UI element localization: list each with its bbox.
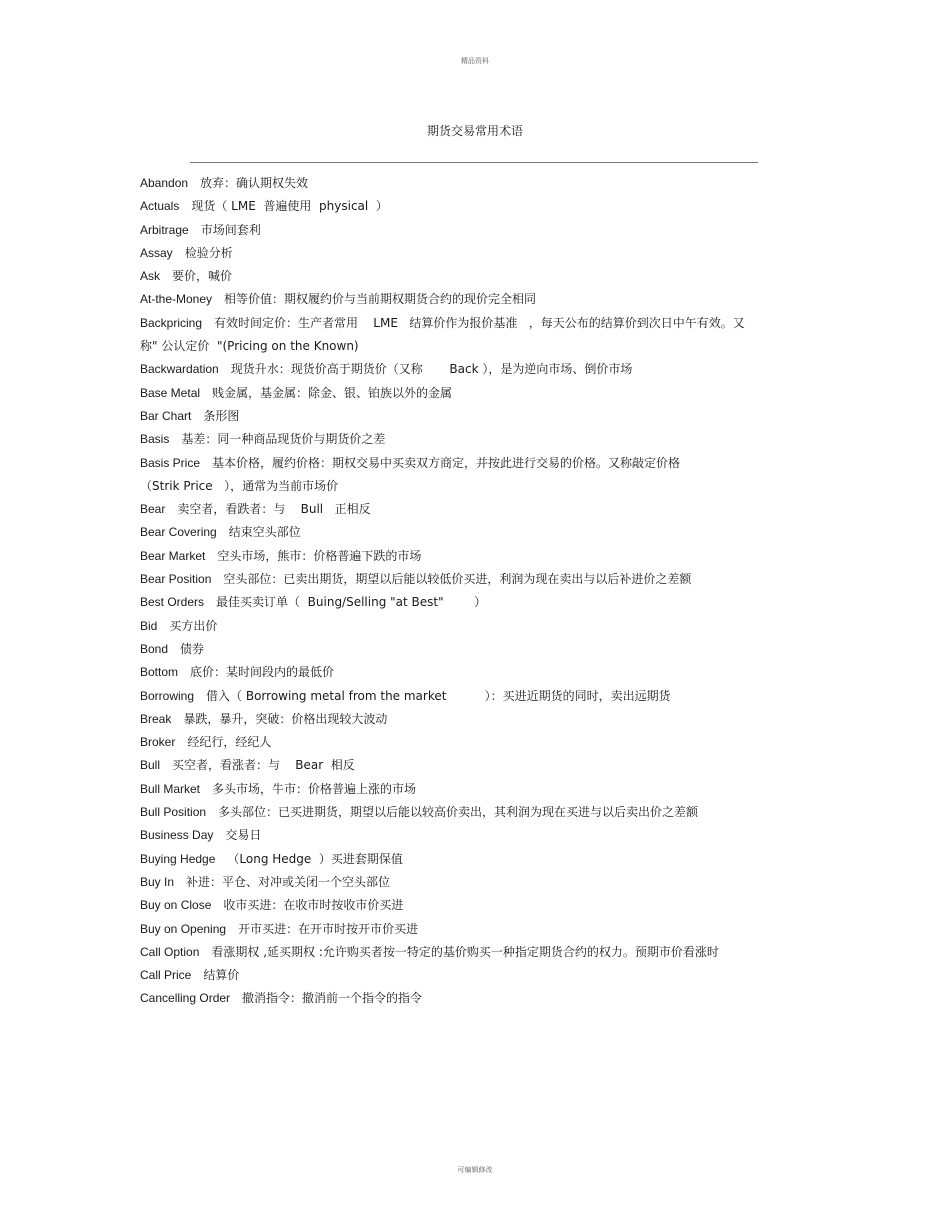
page-footer: 可编辑修改 bbox=[457, 1166, 493, 1174]
entry-definition: 借入（ Borrowing metal from the market ）：买进近期货的同时，卖出远期货 bbox=[206, 688, 671, 703]
glossary-entry bbox=[140, 615, 800, 638]
entry-definition: 买方出价 bbox=[169, 618, 218, 633]
entry-term: Business Day bbox=[140, 828, 214, 843]
document-title: 期货交易常用术语 bbox=[426, 124, 523, 138]
entry-term: Bear Covering bbox=[140, 525, 217, 540]
glossary-entry bbox=[140, 545, 800, 568]
glossary-entry bbox=[140, 638, 800, 661]
entry-definition: 卖空者，看跌者：与 Bull 正相反 bbox=[177, 502, 371, 517]
page-header: 精品资料 bbox=[461, 57, 489, 65]
glossary-entry bbox=[140, 754, 800, 777]
glossary-entry bbox=[140, 172, 800, 195]
glossary-entry bbox=[140, 685, 800, 708]
entry-term: Abandon bbox=[140, 176, 189, 190]
entry-definition: 收市买进：在收市时按收市价买进 bbox=[223, 898, 404, 913]
glossary-entry bbox=[140, 778, 800, 801]
entry-definition: 放弃：确认期权失效 bbox=[200, 176, 309, 190]
glossary-entry bbox=[140, 428, 800, 451]
entry-term: Best Orders bbox=[140, 595, 205, 610]
glossary-entry bbox=[140, 195, 800, 218]
entry-term: Bear Position bbox=[140, 572, 212, 587]
entry-definition: 底价：某时间段内的最低价 bbox=[190, 665, 335, 680]
entry-term: Basis bbox=[140, 432, 170, 447]
glossary-entry bbox=[140, 568, 800, 591]
glossary-entry bbox=[140, 987, 800, 1010]
entry-definition: 要价，喊价 bbox=[172, 269, 233, 284]
entry-definition: 条形图 bbox=[203, 408, 240, 423]
glossary-entry bbox=[140, 265, 800, 288]
entry-definition: 结束空头部位 bbox=[228, 525, 301, 540]
entry-continuation: （Strik Price ），通常为当前市场价 bbox=[140, 478, 339, 493]
entry-term: Buy on Close bbox=[140, 898, 212, 913]
entry-term: At-the-Money bbox=[140, 292, 213, 307]
entry-definition: 有效时间定价：生产者常用 LME 结算价作为报价基准 ，每天公布的结算价到次日中午有效。又 bbox=[214, 315, 745, 330]
entry-definition: 最佳买卖订单（ Buing/Selling "at Best" ） bbox=[216, 595, 487, 610]
glossary-entry bbox=[140, 801, 800, 824]
entry-term: Basis Price bbox=[140, 455, 201, 470]
entry-term: Backpricing bbox=[140, 315, 203, 330]
glossary-entry bbox=[140, 661, 800, 684]
entry-definition: 基本价格，履约价格：期权交易中买卖双方商定，并按此进行交易的价格。又称敲定价格 bbox=[212, 455, 681, 470]
entry-definition: 经纪行，经纪人 bbox=[187, 735, 272, 750]
entry-term: Borrowing bbox=[140, 688, 195, 703]
entry-definition: 空头市场，熊市：价格普遍下跌的市场 bbox=[217, 548, 422, 563]
glossary-entry bbox=[140, 358, 800, 381]
entry-definition: （Long Hedge ）买进套期保值 bbox=[227, 851, 403, 866]
glossary-entry bbox=[140, 964, 800, 987]
entry-term: Buying Hedge bbox=[140, 851, 216, 866]
glossary-entry bbox=[140, 941, 800, 964]
entry-term: Buy on Opening bbox=[140, 921, 227, 936]
entry-term: Bull Position bbox=[140, 805, 207, 820]
entry-term: Backwardation bbox=[140, 362, 219, 377]
glossary-body bbox=[140, 172, 800, 1011]
entry-definition: 现货（ LME 普遍使用 physical ） bbox=[191, 199, 388, 214]
glossary-entry bbox=[140, 708, 800, 731]
glossary-entry bbox=[140, 242, 800, 265]
entry-definition: 看涨期权 ,延买期权 :允许购买者按一特定的基价购买一种指定期货合约的权力。预期市价看涨时 bbox=[211, 944, 719, 959]
entry-term: Broker bbox=[140, 735, 176, 750]
entry-term: Arbitrage bbox=[140, 222, 189, 237]
entry-term: Bear Market bbox=[140, 548, 206, 563]
entry-definition: 基差：同一种商品现货价与期货价之差 bbox=[181, 432, 386, 447]
entry-term: Cancelling Order bbox=[140, 991, 231, 1006]
glossary-entry bbox=[140, 498, 800, 521]
glossary-entry bbox=[140, 894, 800, 917]
entry-term: Actuals bbox=[140, 199, 180, 214]
glossary-entry bbox=[140, 824, 800, 847]
entry-term: Bottom bbox=[140, 665, 179, 680]
entry-term: Buy In bbox=[140, 874, 175, 889]
entry-definition: 检验分析 bbox=[184, 245, 233, 260]
entry-term: Base Metal bbox=[140, 385, 201, 400]
entry-term: Bond bbox=[140, 641, 169, 656]
entry-definition: 补进：平仓、对冲或关闭一个空头部位 bbox=[186, 874, 391, 889]
entry-definition: 多头市场，牛市：价格普遍上涨的市场 bbox=[212, 781, 417, 796]
entry-term: Break bbox=[140, 711, 172, 726]
glossary-entry bbox=[140, 918, 800, 941]
entry-definition: 交易日 bbox=[225, 828, 262, 843]
glossary-entry bbox=[140, 405, 800, 428]
entry-definition: 相等价值：期权履约价与当前期权期货合约的现价完全相同 bbox=[224, 292, 537, 307]
title-divider bbox=[190, 162, 758, 163]
entry-term: Call Price bbox=[140, 968, 192, 983]
glossary-entry bbox=[140, 521, 800, 544]
entry-definition: 撤消指令：撤消前一个指令的指令 bbox=[242, 991, 423, 1006]
entry-definition: 开市买进：在开市时按开市价买进 bbox=[238, 921, 419, 936]
entry-definition: 债券 bbox=[180, 641, 205, 656]
glossary-entry bbox=[140, 288, 800, 311]
entry-term: Bear bbox=[140, 502, 166, 517]
glossary-entry bbox=[140, 591, 800, 614]
entry-term: Bull bbox=[140, 758, 161, 773]
glossary-entry bbox=[140, 731, 800, 754]
glossary-entry bbox=[140, 848, 800, 871]
entry-term: Bar Chart bbox=[140, 408, 192, 423]
glossary-entry bbox=[140, 382, 800, 405]
entry-term: Bid bbox=[140, 618, 158, 633]
entry-definition: 暴跌，暴升，突破：价格出现较大波动 bbox=[183, 711, 388, 726]
entry-definition: 买空者，看涨者：与 Bear 相反 bbox=[172, 758, 355, 773]
entry-definition: 多头部位：已买进期货，期望以后能以较高价卖出，其利润为现在买进与以后卖出价之差额 bbox=[218, 805, 699, 820]
entry-definition: 空头部位：已卖出期货，期望以后能以较低价买进，利润为现在卖出与以后补进价之差额 bbox=[223, 572, 692, 587]
entry-definition: 结算价 bbox=[203, 968, 240, 983]
entry-term: Bull Market bbox=[140, 781, 201, 796]
glossary-entry bbox=[140, 219, 800, 242]
glossary-entry bbox=[140, 312, 800, 359]
glossary-entry bbox=[140, 452, 800, 499]
glossary-entry bbox=[140, 871, 800, 894]
entry-definition: 贱金属，基金属：除金、银、铂族以外的金属 bbox=[212, 385, 453, 400]
entry-term: Ask bbox=[140, 269, 161, 284]
entry-definition: 市场间套利 bbox=[200, 222, 261, 237]
entry-term: Call Option bbox=[140, 944, 200, 959]
entry-term: Assay bbox=[140, 245, 173, 260]
entry-continuation: 称" 公认定价 "(Pricing on the Known) bbox=[140, 339, 359, 354]
entry-definition: 现货升水：现货价高于期货价（又称 Back ），是为逆向市场、倒价市场 bbox=[230, 362, 633, 377]
